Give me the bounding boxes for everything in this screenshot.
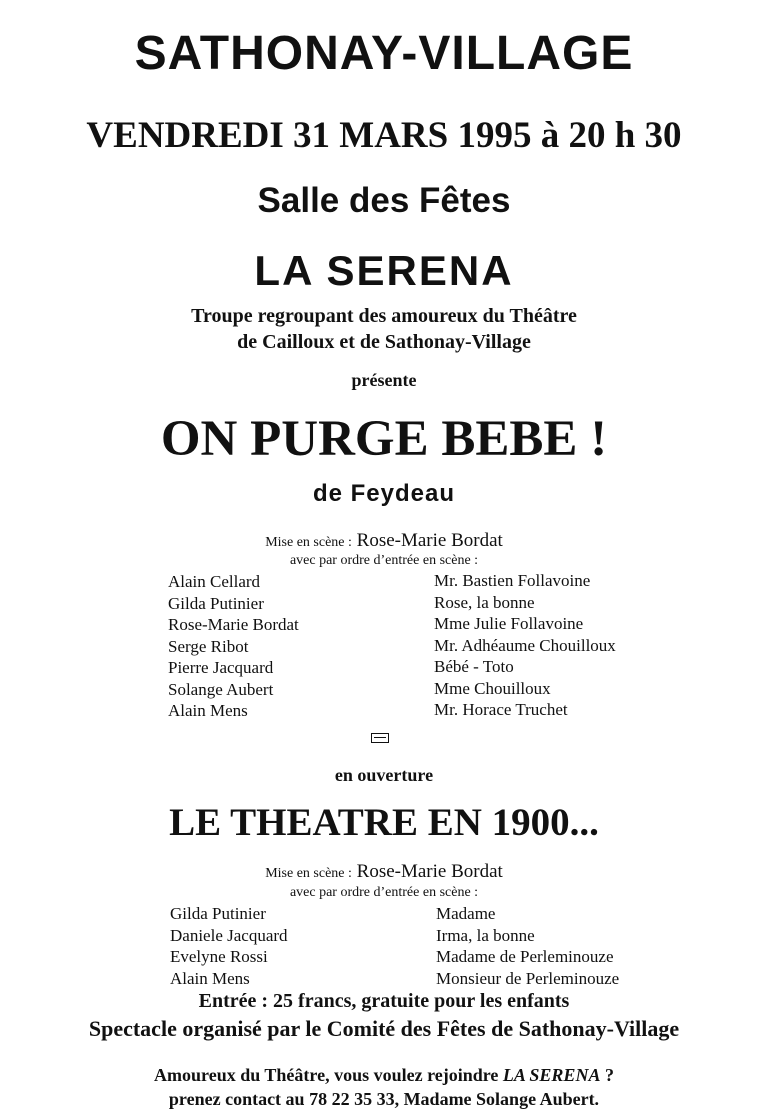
list-item: Mr. Adhéaume Chouilloux bbox=[434, 635, 616, 655]
organizer: Spectacle organisé par le Comité des Fêtes de Sathonay-Village bbox=[88, 1016, 680, 1041]
venue: Salle des Fêtes bbox=[257, 181, 511, 220]
play1-order-label: avec par ordre d’entrée en scène : bbox=[289, 553, 479, 568]
list-item: Mr. Horace Truchet bbox=[434, 700, 568, 719]
list-item: Bébé - Toto bbox=[434, 657, 514, 676]
join-invitation bbox=[0, 1066, 768, 1084]
play1-director: Rose-Marie Bordat bbox=[356, 530, 503, 551]
list-item: Madame de Perleminouze bbox=[436, 947, 614, 966]
play2-title: LE THEATRE EN 1900... bbox=[169, 801, 599, 844]
play2-order-label: avec par ordre d’entrée en scène : bbox=[289, 885, 479, 900]
play1-author: de Feydeau bbox=[312, 480, 456, 507]
list-item: Gilda Putinier bbox=[170, 904, 266, 923]
list-item: Daniele Jacquard bbox=[170, 925, 288, 945]
play1-direction-label: Mise en scène : bbox=[265, 535, 352, 550]
list-item: Rose, la bonne bbox=[434, 592, 535, 612]
list-item: Serge Ribot bbox=[168, 636, 249, 656]
list-item: Mme Chouilloux bbox=[434, 678, 551, 698]
join-suffix: ? bbox=[600, 1065, 614, 1085]
list-item: Mr. Bastien Follavoine bbox=[434, 571, 591, 590]
contact-info: prenez contact au 78 22 35 33, Madame Solange Aubert. bbox=[168, 1089, 600, 1109]
play2-direction bbox=[0, 862, 768, 881]
troupe-description-line1: Troupe regroupant des amoureux du Théâtre bbox=[191, 305, 577, 327]
list-item: Pierre Jacquard bbox=[168, 658, 274, 677]
play1-direction bbox=[0, 531, 768, 550]
separator-ornament-icon bbox=[371, 733, 389, 743]
play2-roles-list bbox=[436, 903, 619, 989]
village-title: SATHONAY-VILLAGE bbox=[134, 27, 634, 80]
join-prefix: Amoureux du Théâtre, vous voulez rejoindre bbox=[154, 1065, 503, 1085]
presents-label: présente bbox=[351, 370, 417, 390]
list-item: Evelyne Rossi bbox=[170, 947, 268, 966]
list-item: Monsieur de Perleminouze bbox=[436, 968, 620, 988]
join-troupe-name: LA SERENA bbox=[502, 1065, 601, 1085]
list-item: Mme Julie Follavoine bbox=[434, 614, 584, 633]
troupe-name: LA SERENA bbox=[254, 247, 514, 294]
list-item: Madame bbox=[436, 904, 496, 923]
list-item: Solange Aubert bbox=[168, 679, 274, 699]
list-item: Gilda Putinier bbox=[168, 593, 264, 613]
list-item: Alain Cellard bbox=[168, 572, 261, 591]
troupe-description-line2: de Cailloux et de Sathonay-Village bbox=[237, 331, 531, 353]
event-date: VENDREDI 31 MARS 1995 à 20 h 30 bbox=[86, 115, 682, 156]
play1-roles-list bbox=[434, 570, 616, 721]
entry-price: Entrée : 25 francs, gratuite pour les enfants bbox=[198, 990, 570, 1012]
opening-label: en ouverture bbox=[334, 765, 434, 785]
play2-director: Rose-Marie Bordat bbox=[356, 861, 503, 882]
play2-actors-list bbox=[170, 903, 288, 989]
list-item: Alain Mens bbox=[168, 701, 248, 720]
list-item: Irma, la bonne bbox=[436, 925, 535, 945]
play1-actors-list bbox=[168, 571, 299, 722]
list-item: Rose-Marie Bordat bbox=[168, 615, 299, 634]
play1-title: ON PURGE BEBE ! bbox=[160, 411, 608, 467]
list-item: Alain Mens bbox=[170, 968, 250, 988]
play2-direction-label: Mise en scène : bbox=[265, 866, 352, 881]
